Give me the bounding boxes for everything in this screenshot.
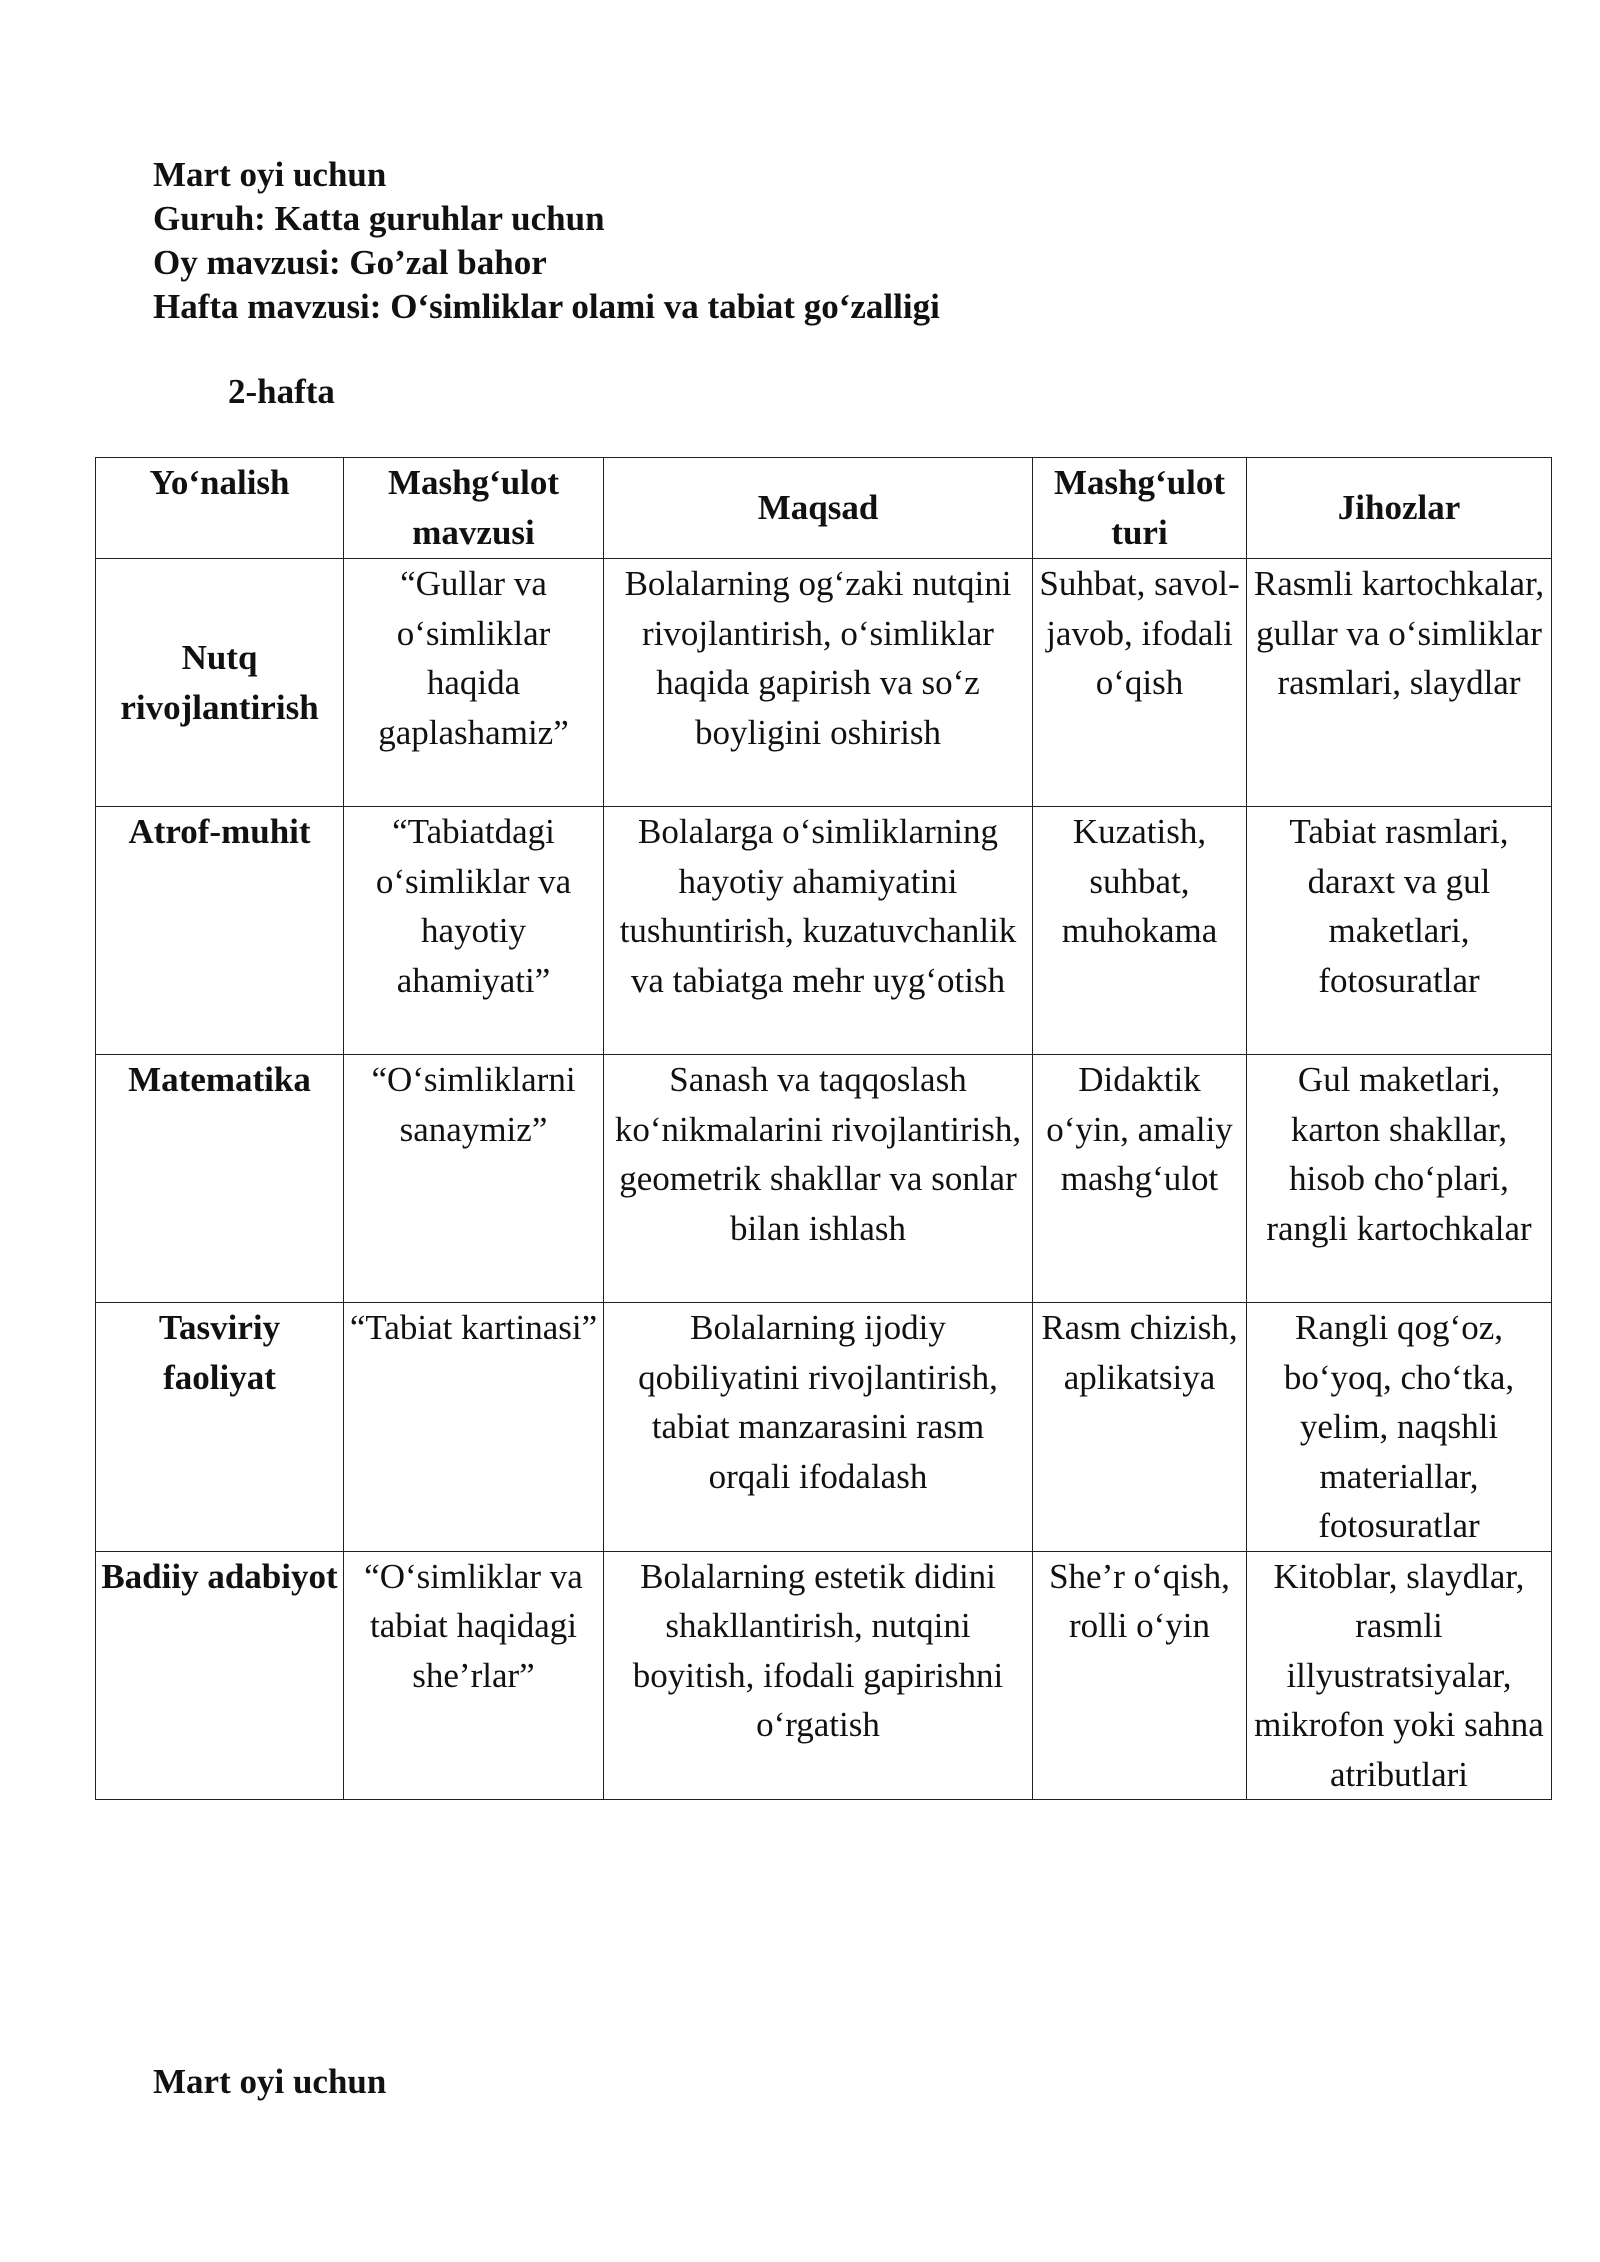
area-cell: Matematika (96, 1055, 344, 1303)
table-row (96, 1551, 1552, 1800)
topic-cell: “O‘simliklarni sanaymiz” (344, 1055, 604, 1303)
month-theme-line: Oy mavzusi: Go’zal bahor (153, 243, 547, 282)
header-lesson-type: Mashg‘ulot turi (1033, 458, 1247, 559)
header-lesson-topic: Mashg‘ulot mavzusi (344, 458, 604, 559)
header-direction: Yo‘nalish (96, 458, 344, 559)
lesson-plan-table (95, 457, 1552, 1800)
equipment-cell: Kitoblar, slaydlar, rasmli illyustratsiyalar, mikrofon yoki sahna atributlari (1247, 1551, 1552, 1800)
area-cell: Atrof-muhit (96, 807, 344, 1055)
next-page-header: Mart oyi uchun (153, 2062, 387, 2101)
equipment-cell: Rangli qog‘oz, bo‘yoq, cho‘tka, yelim, naqshli materiallar, fotosuratlar (1247, 1303, 1552, 1552)
goal-cell: Sanash va taqqoslash ko‘nikmalarini rivojlantirish, geometrik shakllar va sonlar bilan ishlash (604, 1055, 1033, 1303)
topic-cell: “O‘simliklar va tabiat haqidagi she’rlar” (344, 1551, 604, 1800)
header-goal: Maqsad (604, 458, 1033, 559)
area-cell: Badiiy adabiyot (96, 1551, 344, 1800)
goal-cell: Bolalarning estetik didini shakllantirish, nutqini boyitish, ifodali gapirishni o‘rgatish (604, 1551, 1033, 1800)
table-row (96, 807, 1552, 1055)
table-header-row (96, 458, 1552, 559)
type-cell: Kuzatish, suhbat, muhokama (1033, 807, 1247, 1055)
table-row (96, 1055, 1552, 1303)
week-label: 2-hafta (228, 372, 335, 411)
type-cell: Suhbat, savol-javob, ifodali o‘qish (1033, 559, 1247, 807)
goal-cell: Bolalarning ijodiy qobiliyatini rivojlantirish, tabiat manzarasini rasm orqali ifodalash (604, 1303, 1033, 1552)
goal-cell: Bolalarning og‘zaki nutqini rivojlantirish, o‘simliklar haqida gapirish va so‘z boyligini oshirish (604, 559, 1033, 807)
table-row (96, 1303, 1552, 1552)
month-line: Mart oyi uchun (153, 155, 387, 194)
week-theme-line: Hafta mavzusi: O‘simliklar olami va tabiat go‘zalligi (153, 287, 940, 326)
topic-cell: “Gullar va o‘simliklar haqida gaplashamiz” (344, 559, 604, 807)
topic-cell: “Tabiatdagi o‘simliklar va hayotiy ahamiyati” (344, 807, 604, 1055)
group-line: Guruh: Katta guruhlar uchun (153, 199, 605, 238)
type-cell: Rasm chizish, aplikatsiya (1033, 1303, 1247, 1552)
type-cell: Didaktik o‘yin, amaliy mashg‘ulot (1033, 1055, 1247, 1303)
area-cell: Nutq rivojlantirish (96, 559, 344, 807)
table-row (96, 559, 1552, 807)
goal-cell: Bolalarga o‘simliklarning hayotiy ahamiyatini tushuntirish, kuzatuvchanlik va tabiatga mehr uyg‘otish (604, 807, 1033, 1055)
area-cell: Tasviriy faoliyat (96, 1303, 344, 1552)
header-equipment: Jihozlar (1247, 458, 1552, 559)
document-header (153, 153, 940, 329)
equipment-cell: Gul maketlari, karton shakllar, hisob cho‘plari, rangli kartochkalar (1247, 1055, 1552, 1303)
type-cell: She’r o‘qish, rolli o‘yin (1033, 1551, 1247, 1800)
equipment-cell: Rasmli kartochkalar, gullar va o‘simliklar rasmlari, slaydlar (1247, 559, 1552, 807)
topic-cell: “Tabiat kartinasi” (344, 1303, 604, 1552)
equipment-cell: Tabiat rasmlari, daraxt va gul maketlari, fotosuratlar (1247, 807, 1552, 1055)
